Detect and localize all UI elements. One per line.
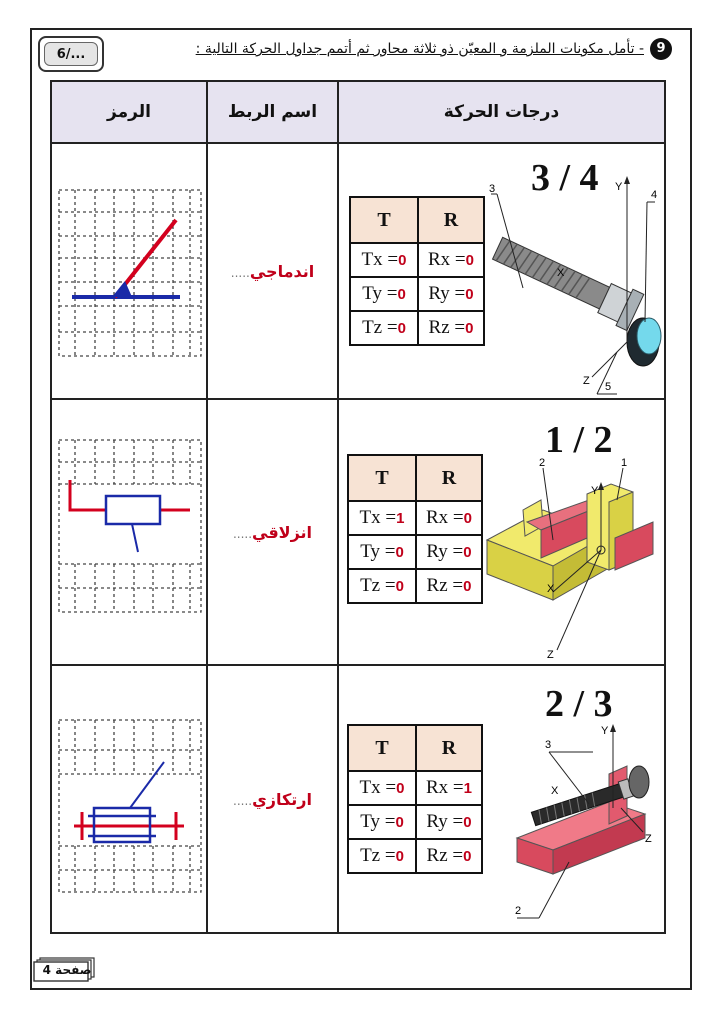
fig-label-5: 5 — [605, 381, 612, 393]
dof-header-r: R — [416, 725, 482, 771]
rz-value: 0 — [465, 320, 474, 337]
pivot-link-symbol — [52, 666, 208, 934]
tx-value: 1 — [396, 510, 405, 527]
link-name-answer: اندماجي — [249, 261, 315, 281]
link-name-answer: ارتكازي — [252, 789, 312, 809]
answer-dots: ..... — [230, 265, 250, 280]
ty-value: 0 — [395, 544, 404, 561]
fig-label-x: X — [557, 267, 565, 279]
ry-label: Ry = — [428, 283, 466, 304]
ry-value: 0 — [465, 286, 474, 303]
header-dof: درجات الحركة — [338, 81, 665, 143]
answer-dots: ..... — [232, 526, 253, 541]
dof-row — [348, 535, 482, 569]
ry-label: Ry = — [426, 811, 464, 832]
ty-label: Ty = — [360, 811, 396, 832]
dof-header-r: R — [418, 197, 484, 243]
link-name-cell — [207, 399, 338, 665]
dof-table — [347, 724, 483, 874]
part-pair-fraction: 1 / 2 — [545, 419, 613, 461]
page-number-label: صفحة 4 — [42, 963, 92, 977]
table-row — [51, 399, 665, 665]
table-row — [51, 665, 665, 933]
fig-label-1: 1 — [621, 457, 628, 469]
header-symbol: الرمز — [51, 81, 207, 143]
dof-row — [350, 243, 484, 277]
fig-label-z: Z — [645, 833, 652, 845]
tz-label: Tz = — [360, 575, 396, 596]
dof-row — [348, 569, 482, 603]
rz-label: Rz = — [428, 317, 466, 338]
embedded-link-symbol — [52, 144, 208, 400]
link-name-answer: انزلاقي — [252, 522, 313, 542]
rx-value: 1 — [463, 780, 472, 797]
instruction-text: - تأمل مكونات الملزمة و المعيّن ذو ثلاثة محاور ثم أتمم جداول الحركة التالية : — [195, 41, 644, 57]
fig-label-x: X — [551, 785, 559, 797]
screw-knob-figure — [487, 172, 665, 398]
vise-slide-figure — [483, 450, 663, 662]
tx-label: Tx = — [359, 777, 397, 798]
dof-header-t: T — [348, 725, 416, 771]
ry-value: 0 — [463, 544, 472, 561]
dof-row — [348, 501, 482, 535]
answer-dots: ..... — [233, 793, 253, 808]
fig-label-2: 2 — [515, 905, 522, 917]
tx-value: 0 — [398, 252, 407, 269]
dof-row — [350, 311, 484, 345]
dof-table — [349, 196, 485, 346]
fig-label-3: 3 — [489, 183, 496, 195]
dof-header-t: T — [350, 197, 418, 243]
ry-value: 0 — [463, 814, 472, 831]
score-box — [38, 36, 104, 72]
rx-value: 0 — [463, 510, 472, 527]
rz-value: 0 — [463, 848, 472, 865]
rx-label: Rx = — [428, 249, 466, 270]
fig-label-y: Y — [591, 485, 599, 497]
ty-value: 0 — [395, 814, 404, 831]
part-pair-fraction: 3 / 4 — [531, 157, 599, 199]
ty-value: 0 — [397, 286, 406, 303]
tx-label: Tx = — [359, 507, 397, 528]
tx-value: 0 — [396, 780, 405, 797]
question-number-badge: 9 — [650, 38, 672, 60]
motion-table — [50, 80, 666, 934]
rz-label: Rz = — [426, 575, 464, 596]
fig-label-x: X — [547, 583, 555, 595]
fig-label-y: Y — [615, 181, 623, 193]
dof-table — [347, 454, 483, 604]
rx-label: Rx = — [426, 777, 464, 798]
ty-label: Ty = — [360, 541, 396, 562]
tx-label: Tx = — [361, 249, 399, 270]
rx-value: 0 — [465, 252, 474, 269]
rx-label: Rx = — [426, 507, 464, 528]
score-label: 6/... — [44, 42, 98, 66]
symbol-cell — [51, 143, 207, 399]
symbol-cell — [51, 399, 207, 665]
rz-value: 0 — [463, 578, 472, 595]
dof-row — [348, 805, 482, 839]
fig-label-z: Z — [547, 649, 554, 661]
dof-row — [350, 277, 484, 311]
fig-label-z: Z — [583, 375, 590, 387]
pivot-screw-figure — [509, 722, 659, 930]
header-link-name: اسم الربط — [207, 81, 338, 143]
table-row — [51, 143, 665, 399]
dof-cell — [338, 399, 665, 665]
link-name-cell — [207, 665, 338, 933]
dof-header-r: R — [416, 455, 482, 501]
dof-row — [348, 771, 482, 805]
fig-label-2: 2 — [539, 457, 546, 469]
link-name-cell — [207, 143, 338, 399]
page-number-tag — [32, 957, 96, 983]
fig-label-3: 3 — [545, 739, 552, 751]
dof-row — [348, 839, 482, 873]
tz-value: 0 — [395, 578, 404, 595]
question-instruction — [196, 36, 672, 62]
fig-label-4: 4 — [651, 189, 658, 201]
rz-label: Rz = — [426, 845, 464, 866]
symbol-cell — [51, 665, 207, 933]
tz-value: 0 — [395, 848, 404, 865]
dof-cell — [338, 143, 665, 399]
tz-label: Tz = — [360, 845, 396, 866]
tz-value: 0 — [397, 320, 406, 337]
dof-header-t: T — [348, 455, 416, 501]
ry-label: Ry = — [426, 541, 464, 562]
sliding-link-symbol — [52, 400, 208, 666]
fig-label-y: Y — [601, 725, 609, 737]
dof-cell — [338, 665, 665, 933]
ty-label: Ty = — [362, 283, 398, 304]
tz-label: Tz = — [362, 317, 398, 338]
part-pair-fraction: 2 / 3 — [545, 683, 613, 725]
